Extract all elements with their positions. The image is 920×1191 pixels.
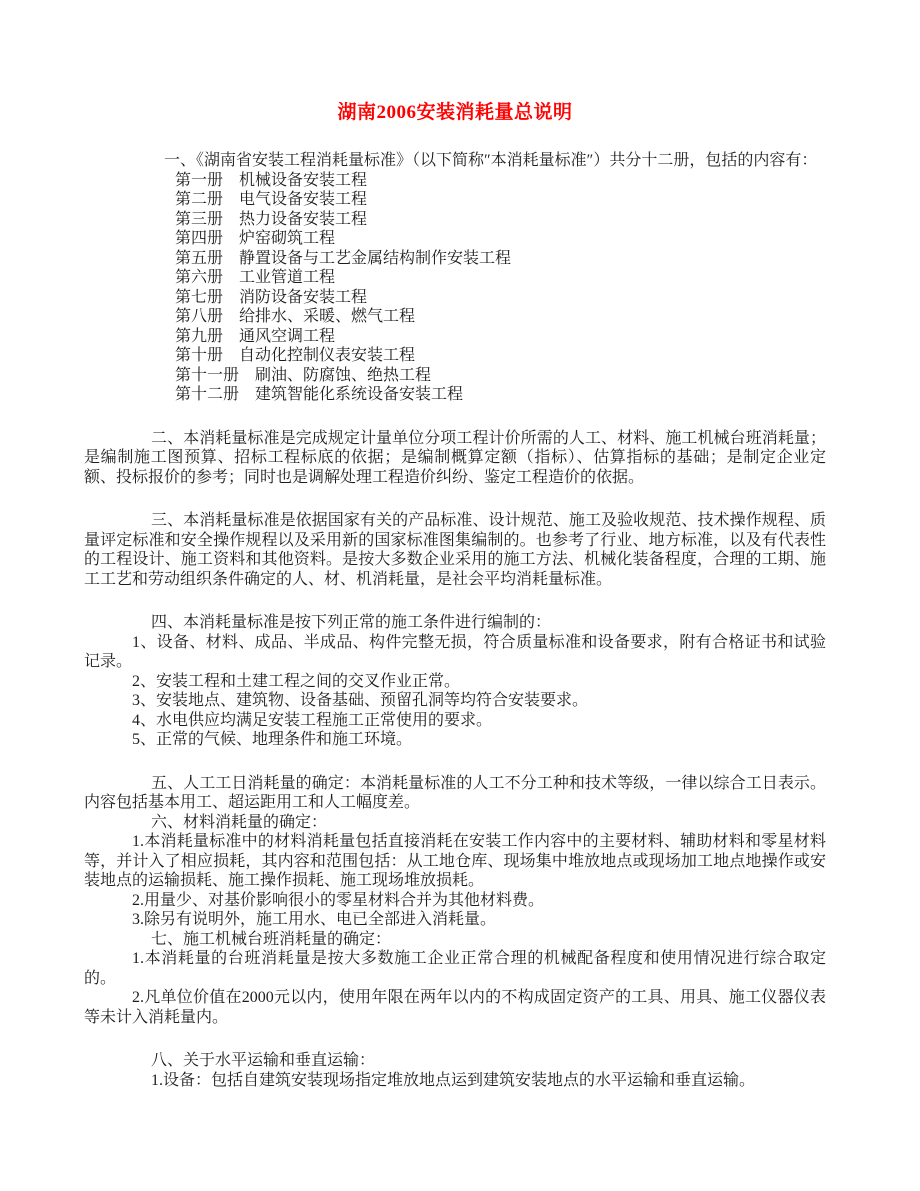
section-2-paragraph: 二、本消耗量标准是完成规定计量单位分项工程计价所需的人工、材料、施工机械台班消耗量；是编制施工图预算、招标工程标底的依据；是编制概算定额（指标）、估算指标的基础；是制定企业定额、投标报价的参考；同时也是调解处理工程造价纠纷、鉴定工程造价的依据。 (84, 429, 826, 486)
volume-item-2: 第二册 电气设备安装工程 (175, 191, 368, 208)
section-6-heading: 六、材料消耗量的确定： (151, 813, 328, 831)
section-8-heading: 八、关于水平运输和垂直运输： (151, 1052, 376, 1069)
section-7-heading: 七、施工机械台班消耗量的确定： (151, 930, 392, 948)
section-4-heading: 四、本消耗量标准是按下列正常的施工条件进行编制的： (151, 614, 552, 631)
volume-item-8: 第八册 给排水、采暖、燃气工程 (175, 308, 416, 325)
section-7-item-1: 1.本消耗量的台班消耗量是按大多数施工企业正常合理的机械配备程度和使用情况进行综合取定的。 (84, 950, 826, 987)
section-4-item-2: 2、安装工程和土建工程之间的交叉作业正常。 (132, 672, 461, 690)
section-6-item-3: 3.除另有说明外，施工用水、电已全部进入消耗量。 (132, 911, 497, 928)
section-3-paragraph: 三、本消耗量标准是依据国家有关的产品标准、设计规范、施工及验收规范、技术操作规程、质量评定标准和安全操作规程以及采用新的国家标准图集编制的。也参考了行业、地方标准，以及有代表性的工程设计、施工资料和其他资料。是按大多数企业采用的施工方法、机械化装备程度，合理的工期、施工工艺和劳动组织条件确定的人、材、机消耗量，是社会平均消耗量标准。 (84, 512, 826, 588)
volume-item-6: 第六册 工业管道工程 (175, 269, 336, 286)
volume-item-5: 第五册 静置设备与工艺金属结构制作安装工程 (175, 249, 512, 267)
section-6-item-1: 1.本消耗量标准中的材料消耗量包括直接消耗在安装工作内容中的主要材料、辅助材料和零星材料等，并计入了相应损耗，其内容和范围包括：从工地仓库、现场集中堆放地点或现场加工地点地操作或安装地点的运输损耗、施工操作损耗、施工现场堆放损耗。 (84, 833, 826, 889)
section-4-item-1: 1、设备、材料、成品、半成品、构件完整无损，符合质量标准和设备要求，附有合格证书和试验记录。 (84, 633, 826, 670)
section-5-paragraph: 五、人工工日消耗量的确定：本消耗量标准的人工不分工种和技术等级，一律以综合工日表示。内容包括基本用工、超运距用工和人工幅度差。 (84, 774, 826, 811)
volume-item-9: 第九册 通风空调工程 (175, 327, 336, 345)
volume-item-12: 第十二册 建筑智能化系统设备安装工程 (175, 386, 464, 403)
section-7-item-2: 2.凡单位价值在2000元以内，使用年限在两年以内的不构成固定资产的工具、用具、施工仪器仪表等未计入消耗量内。 (84, 989, 826, 1026)
section-4-item-5: 5、正常的气候、地理条件和施工环境。 (132, 731, 413, 748)
doc-title: 湖南2006安装消耗量总说明 (337, 102, 573, 123)
volume-item-1: 第一册 机械设备安装工程 (175, 171, 368, 189)
volume-item-10: 第十册 自动化控制仪表安装工程 (175, 347, 416, 364)
section-4-item-4: 4、水电供应均满足安装工程施工正常使用的要求。 (132, 711, 493, 729)
volume-item-3: 第三册 热力设备安装工程 (175, 210, 368, 228)
volume-item-4: 第四册 炉窑砌筑工程 (175, 230, 336, 247)
document-body (84, 100, 826, 1090)
volume-item-7: 第七册 消防设备安装工程 (175, 288, 368, 306)
section-8-item-1: 1.设备：包括自建筑安装现场指定堆放地点运到建筑安装地点的水平运输和垂直运输。 (151, 1071, 756, 1089)
section-4-item-3: 3、安装地点、建筑物、设备基础、预留孔洞等均符合安装要求。 (132, 692, 589, 709)
volume-item-11: 第十一册 刷油、防腐蚀、绝热工程 (175, 366, 432, 384)
section-1-intro: 一、《湖南省安装工程消耗量标准》（以下简称″本消耗量标准″）共分十二册，包括的内容有： (164, 152, 818, 169)
section-6-item-2: 2.用量少、对基价影响很小的零星材料合并为其他材料费。 (132, 891, 545, 909)
